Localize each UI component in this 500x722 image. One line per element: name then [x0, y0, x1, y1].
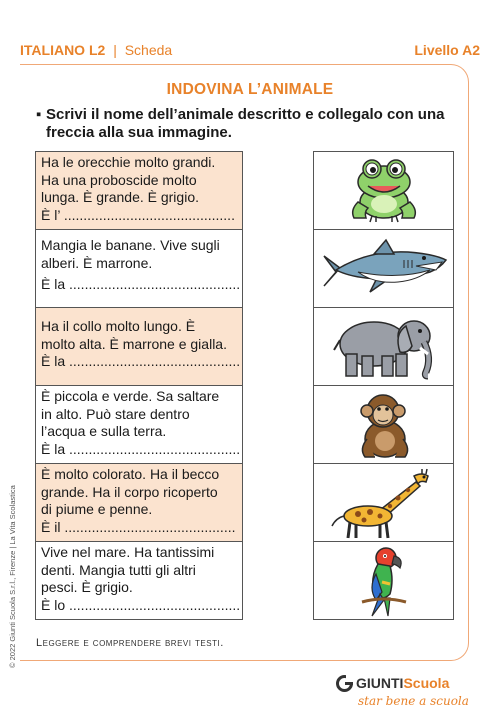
page-header	[20, 40, 480, 60]
description-column	[35, 151, 243, 620]
instruction	[36, 106, 456, 142]
subject-title: ITALIANO L2	[20, 42, 106, 58]
description-line: È piccola e verde. Sa saltare	[41, 388, 220, 404]
description-line: grande. Ha il corpo ricoperto	[41, 483, 218, 500]
description-cell	[35, 307, 243, 386]
answer-line[interactable]: È lo ............................................	[41, 596, 241, 613]
description-cell	[35, 151, 243, 230]
parrot-icon	[354, 544, 414, 618]
footer-note: Leggere e comprendere brevi testi.	[36, 637, 224, 649]
elephant-icon	[328, 314, 440, 380]
description-line: di piume e penne.	[41, 501, 153, 517]
description-line: Ha una proboscide molto	[41, 171, 197, 188]
answer-line[interactable]: È la ............................................	[41, 353, 241, 369]
description-line: È molto colorato. Ha il becco	[41, 466, 220, 482]
monkey-icon	[349, 389, 419, 461]
description-cell	[35, 541, 243, 620]
description-cell	[35, 229, 243, 308]
level-label: Livello A2	[414, 42, 480, 58]
frog-icon	[344, 158, 424, 224]
image-cell-shark[interactable]	[313, 229, 454, 308]
copyright-credit: © 2022 Giunti Scuola S.r.l., Firenze | La Vita Scolastica	[8, 485, 17, 668]
answer-line[interactable]: È la ............................................	[41, 276, 241, 292]
sheet-label: Scheda	[124, 42, 173, 58]
bullet-icon: ▪	[36, 106, 42, 123]
image-cell-elephant[interactable]	[313, 307, 454, 386]
brand-tagline: star bene a scuola	[358, 694, 469, 708]
description-cell	[35, 385, 243, 464]
description-line: Ha il collo molto lungo. È	[41, 318, 196, 334]
image-cell-parrot[interactable]	[313, 541, 454, 620]
description-line: molto alta. È marrone e gialla.	[41, 335, 227, 352]
brand-name	[356, 675, 449, 691]
header-separator: |	[113, 42, 117, 58]
description-line: Vive nel mare. Ha tantissimi	[41, 544, 215, 560]
shark-icon	[318, 238, 450, 300]
answer-line[interactable]: È la ............................................	[41, 440, 241, 457]
giraffe-icon	[322, 466, 446, 540]
image-column	[313, 151, 454, 620]
image-cell-frog[interactable]	[313, 151, 454, 230]
image-cell-monkey[interactable]	[313, 385, 454, 464]
instruction-text: Scrivi il nome dell’animale descritto e collegalo con una freccia alla sua immagine.	[46, 106, 445, 141]
description-line: l’acqua e sulla terra.	[41, 423, 167, 439]
exercise-table	[35, 151, 454, 620]
description-line: lunga. È grande. È grigio.	[41, 189, 199, 205]
description-line: alberi. È marrone.	[41, 254, 153, 271]
answer-line[interactable]: È il ............................................	[41, 518, 236, 535]
publisher-logo	[336, 675, 469, 715]
giunti-g-icon	[336, 675, 353, 692]
image-cell-giraffe[interactable]	[313, 463, 454, 542]
description-line: in alto. Può stare dentro	[41, 405, 190, 422]
description-line: denti. Mangia tutti gli altri	[41, 561, 196, 578]
brand-name-2: Scuola	[403, 675, 450, 691]
description-line: Mangia le banane. Vive sugli	[41, 237, 220, 253]
answer-line[interactable]: È l’ ............................................	[41, 206, 235, 223]
page-title: INDOVINA L’ANIMALE	[166, 81, 334, 98]
description-line: Ha le orecchie molto grandi.	[41, 154, 216, 170]
brand-name-1: GIUNTI	[356, 675, 404, 691]
subject-label	[20, 42, 172, 58]
description-line: pesci. È grigio.	[41, 579, 133, 595]
description-cell	[35, 463, 243, 542]
